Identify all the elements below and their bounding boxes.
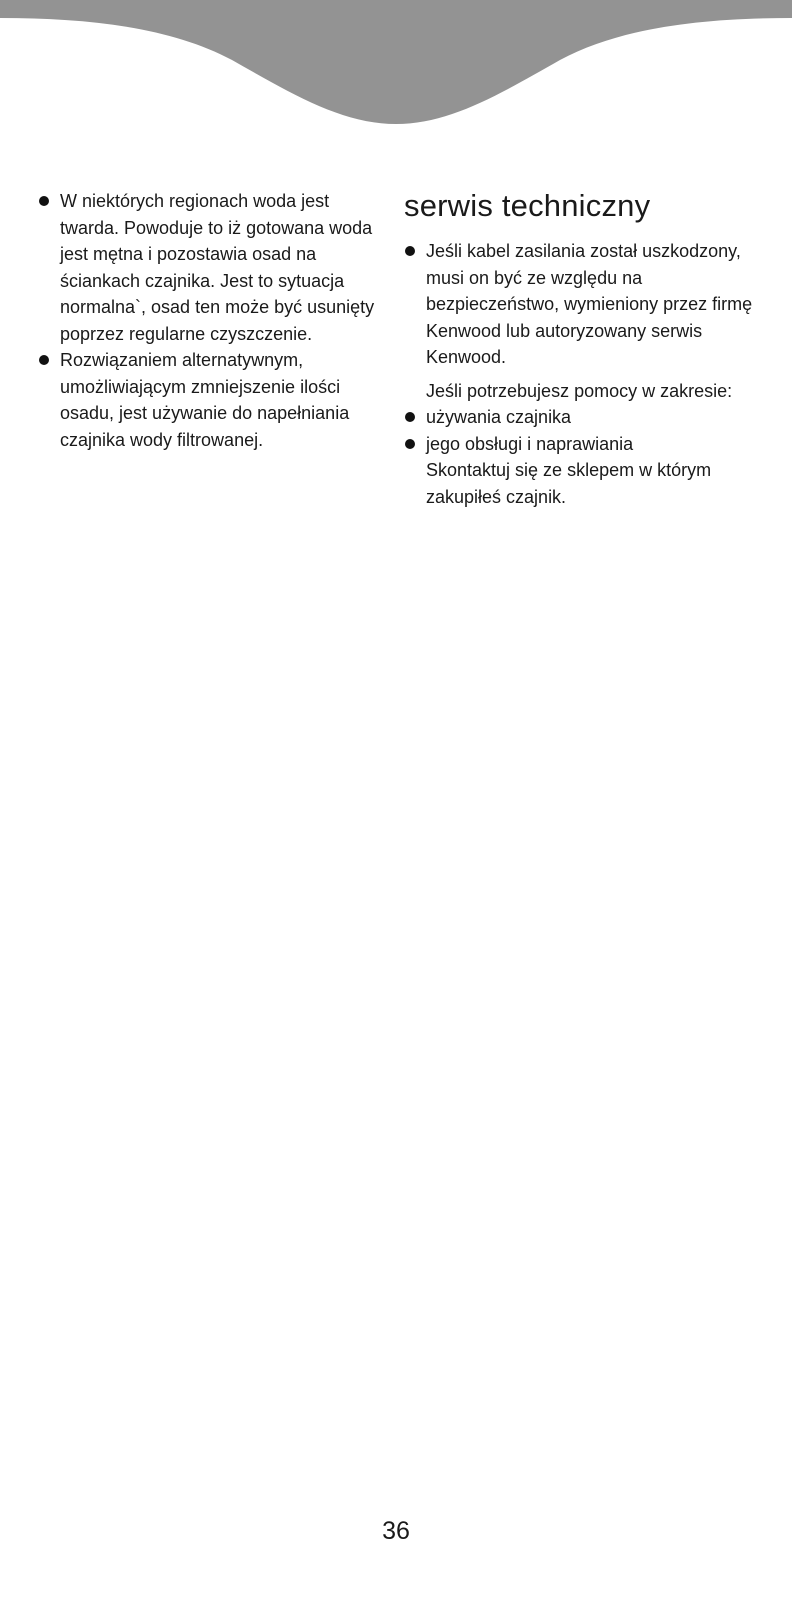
list-item-text: Jeśli kabel zasilania został uszkodzony, musi on być ze względu na bezpieczeństwo, wymieniony przez firmę Kenwood lub autoryzowany serwis Kenwood.: [426, 241, 753, 367]
list-item: [404, 431, 756, 458]
list-item-text: jego obsługi i naprawiania: [426, 433, 634, 454]
left-bullet-list: [38, 188, 378, 453]
list-item: [404, 404, 756, 431]
right-column: [404, 186, 756, 510]
list-item: [38, 347, 378, 453]
page-number: 36: [382, 1517, 410, 1545]
bullet-icon: [405, 412, 415, 422]
help-intro-text: Jeśli potrzebujesz pomocy w zakresie:: [426, 380, 733, 401]
section-heading: serwis techniczny: [404, 188, 651, 223]
left-column: [38, 188, 378, 453]
bullet-icon: [405, 439, 415, 449]
help-bullet-list: [404, 404, 756, 457]
list-item: [404, 238, 756, 371]
bullet-icon: [39, 196, 49, 206]
list-item-text: Rozwiązaniem alternatywnym, umożliwiającym zmniejszenie ilości osadu, jest używanie do napełniania czajnika wody filtrowanej.: [60, 350, 350, 450]
contact-text: Skontaktuj się ze sklepem w którym zakupiłeś czajnik.: [426, 460, 712, 507]
list-item: [38, 188, 378, 347]
list-item-text: używania czajnika: [426, 407, 572, 427]
service-bullet-list: [404, 238, 756, 371]
list-item-text: W niektórych regionach woda jest twarda. Powoduje to iż gotowana woda jest mętna i pozostawia osad na ściankach czajnika. Jest to sytuacja normalna`, osad ten może być usunięty poprzez regularne czyszczenie.: [60, 191, 375, 344]
bullet-icon: [39, 355, 49, 365]
header-wave-band: [0, 0, 792, 130]
bullet-icon: [405, 246, 415, 256]
